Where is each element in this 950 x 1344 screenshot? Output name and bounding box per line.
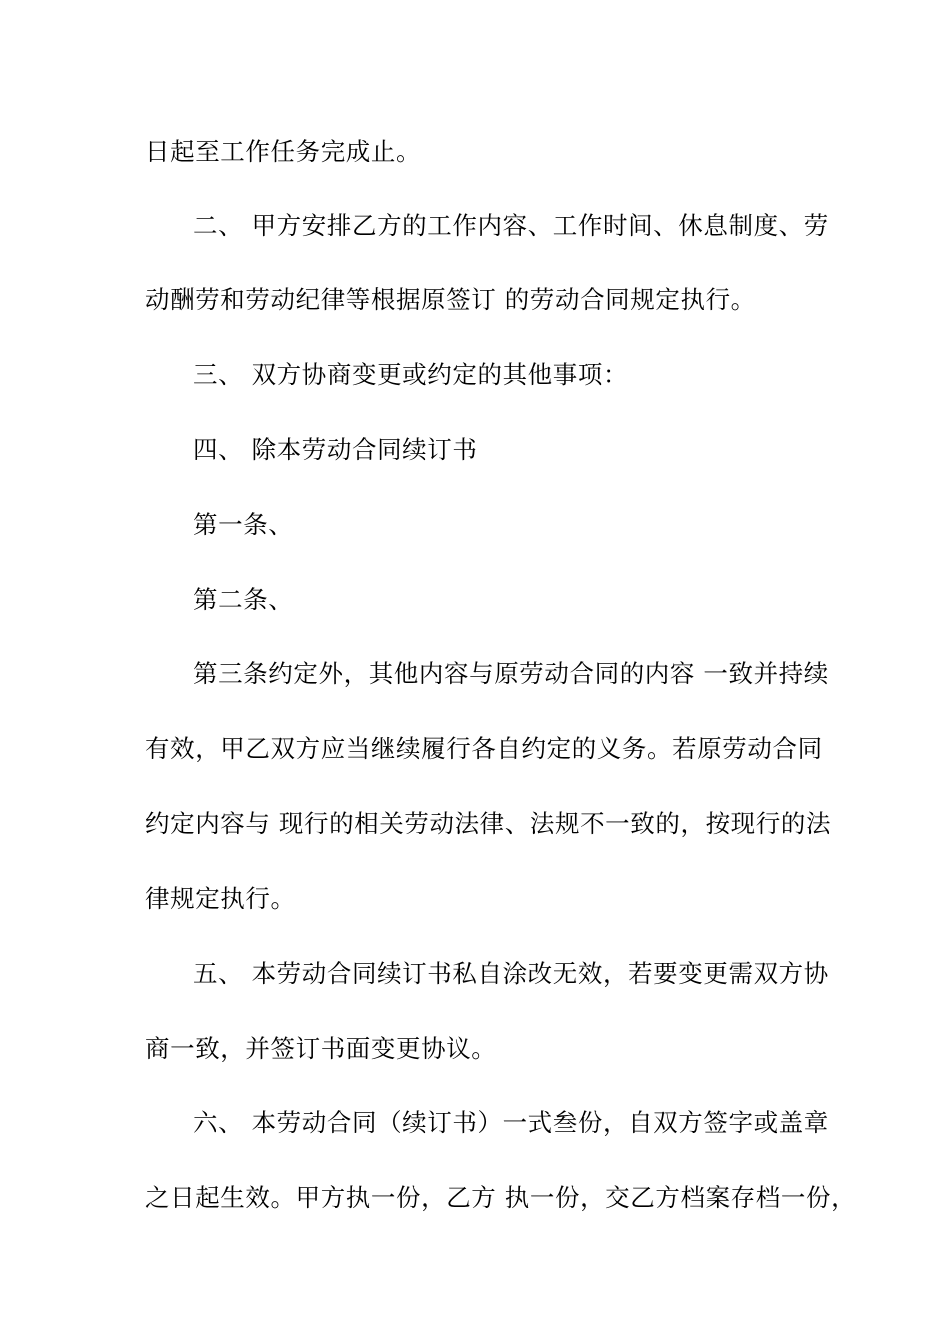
paragraph-line: 日起至工作任务完成止。 xyxy=(145,137,422,166)
paragraph-line: 六、 本劳动合同（续订书）一式叁份，自双方签字或盖章 xyxy=(193,1108,829,1137)
paragraph-line: 之日起生效。甲方执一份，乙方 执一份，交乙方档案存档一份， xyxy=(145,1183,857,1212)
paragraph-line: 第一条、 xyxy=(193,510,294,539)
paragraph-line: 有效，甲乙双方应当继续履行各自约定的义务。若原劳动合同 xyxy=(145,734,823,763)
paragraph-line: 律规定执行。 xyxy=(145,884,296,913)
paragraph-line: 四、 除本劳动合同续订书 xyxy=(193,435,478,464)
paragraph-line: 三、 双方协商变更或约定的其他事项： xyxy=(193,360,629,389)
paragraph-line: 五、 本劳动合同续订书私自涂改无效，若要变更需双方协 xyxy=(193,959,829,988)
paragraph-line: 动酬劳和劳动纪律等根据原签订 的劳动合同规定执行。 xyxy=(145,285,756,314)
paragraph-line: 第三条约定外，其他内容与原劳动合同的内容 一致并持续 xyxy=(193,659,829,688)
paragraph-line: 第二条、 xyxy=(193,585,294,614)
paragraph-line: 商一致，并签订书面变更协议。 xyxy=(145,1034,497,1063)
paragraph-line: 二、 甲方安排乙方的工作内容、工作时间、休息制度、劳 xyxy=(193,211,829,240)
paragraph-line: 约定内容与 现行的相关劳动法律、法规不一致的，按现行的法 xyxy=(145,809,832,838)
